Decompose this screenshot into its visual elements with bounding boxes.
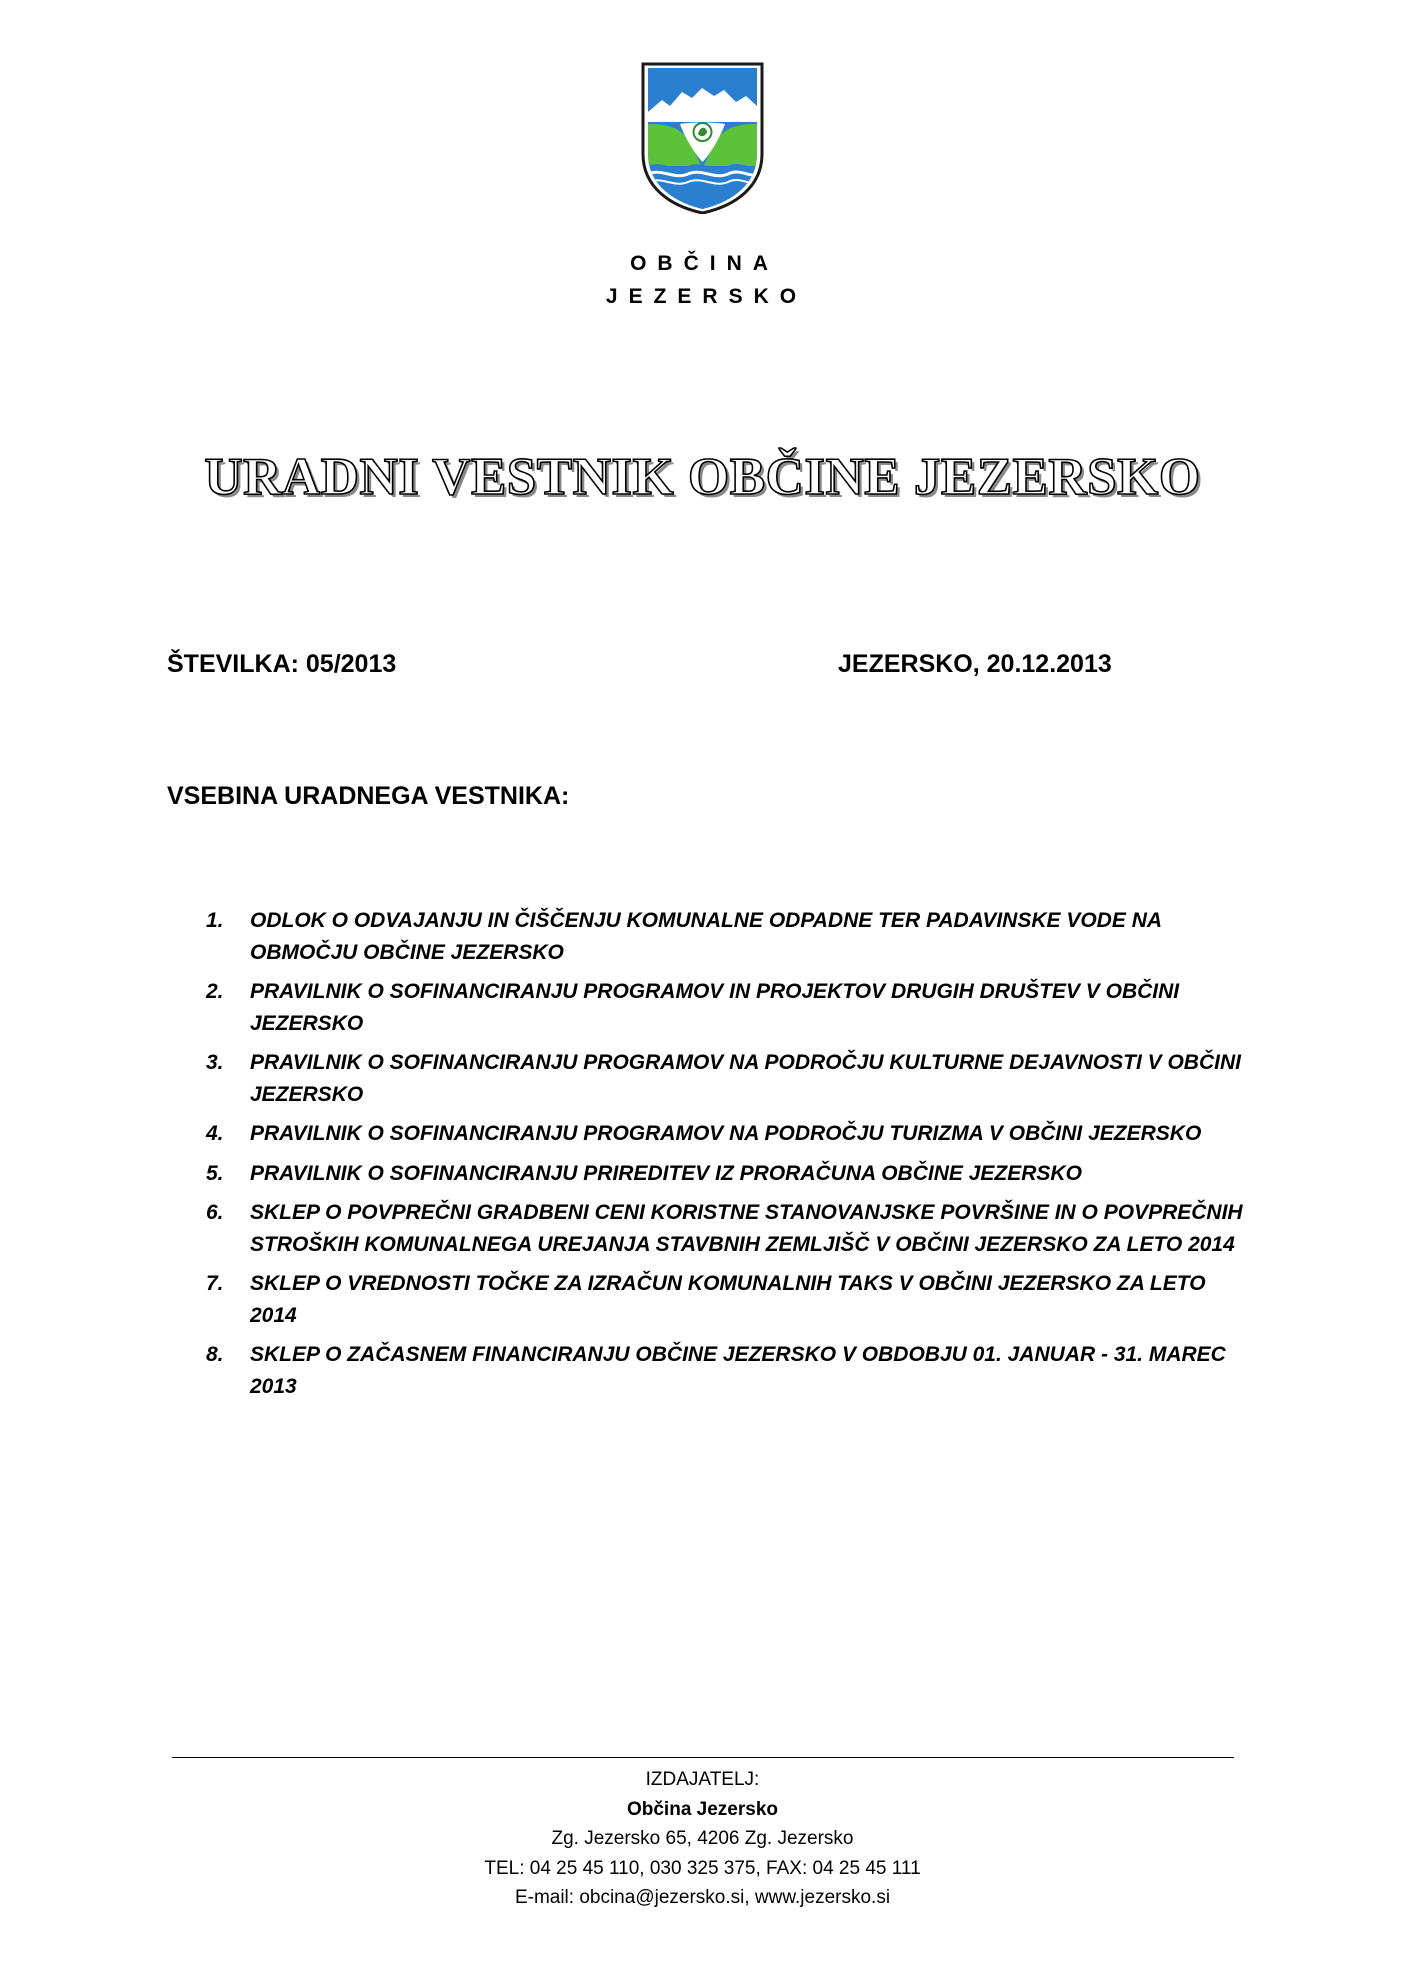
list-item-text: SKLEP O ZAČASNEM FINANCIRANJU OBČINE JEZERSKO V OBDOBJU 01. JANUAR - 31. MAREC 2013 [250,1343,1226,1398]
list-item-number: 2. [206,980,224,1003]
list-item-number: 5. [206,1161,224,1185]
list-item [206,905,1256,968]
publisher-name: Občina Jezersko [626,1798,779,1820]
list-item-number: 4. [206,1122,224,1145]
publisher-label: IZDAJATELJ: [645,1769,760,1790]
list-item [206,1339,1256,1402]
coat-of-arms-icon [640,62,765,214]
document-title: URADNI VESTNIK OBČINE JEZERSKO [204,448,1201,506]
footer [0,1765,1405,1913]
list-item [206,976,1256,1039]
list-item-number: 7. [206,1272,224,1295]
place-date: JEZERSKO, 20.12.2013 [838,650,1112,678]
footer-divider [172,1757,1234,1758]
list-item-text: SKLEP O VREDNOSTI TOČKE ZA IZRAČUN KOMUNALNIH TAKS V OBČINI JEZERSKO ZA LETO 2014 [250,1272,1206,1327]
list-item-text: PRAVILNIK O SOFINANCIRANJU PROGRAMOV NA PODROČJU KULTURNE DEJAVNOSTI V OBČINI JEZERSKO [250,1051,1241,1106]
list-item-text: SKLEP O POVPREČNI GRADBENI CENI KORISTNE STANOVANJSKE POVRŠINE IN O POVPREČNIH STROŠKIH KOMUNALNEGA UREJANJA STAVBNIH ZEMLJIŠČ V OBČINI JEZERSKO ZA LETO 2014 [250,1201,1243,1256]
list-item [206,1158,1256,1190]
list-item-text: ODLOK O ODVAJANJU IN ČIŠČENJU KOMUNALNE ODPADNE TER PADAVINSKE VODE NA OBMOČJU OBČINE JEZERSKO [250,909,1162,964]
list-item-number: 6. [206,1201,224,1224]
list-item-number: 1. [206,909,224,932]
list-item-text: PRAVILNIK O SOFINANCIRANJU PROGRAMOV IN PROJEKTOV DRUGIH DRUŠTEV V OBČINI JEZERSKO [250,980,1180,1035]
list-item [206,1047,1256,1110]
list-item [206,1268,1256,1331]
contents-list [206,905,1256,1410]
list-item-number: 8. [206,1343,224,1366]
publisher-phones: TEL: 04 25 45 110, 030 325 375, FAX: 04 25 45 111 [484,1857,921,1879]
list-item [206,1197,1256,1260]
contents-heading: VSEBINA URADNEGA VESTNIKA: [167,782,570,810]
list-item-text: PRAVILNIK O SOFINANCIRANJU PRIREDITEV IZ PRORAČUNA OBČINE JEZERSKO [250,1161,1082,1185]
list-item-number: 3. [206,1051,224,1074]
list-item-text: PRAVILNIK O SOFINANCIRANJU PROGRAMOV NA PODROČJU TURIZMA V OBČINI JEZERSKO [250,1122,1202,1145]
municipality-label-line2: JEZERSKO [605,285,808,308]
issue-number: ŠTEVILKA: 05/2013 [167,650,397,678]
publisher-address: Zg. Jezersko 65, 4206 Zg. Jezersko [551,1828,854,1849]
publisher-contact: E-mail: obcina@jezersko.si, www.jezersko.si [514,1887,891,1908]
municipality-label-line1: OBČINA [630,252,779,275]
list-item [206,1118,1256,1150]
